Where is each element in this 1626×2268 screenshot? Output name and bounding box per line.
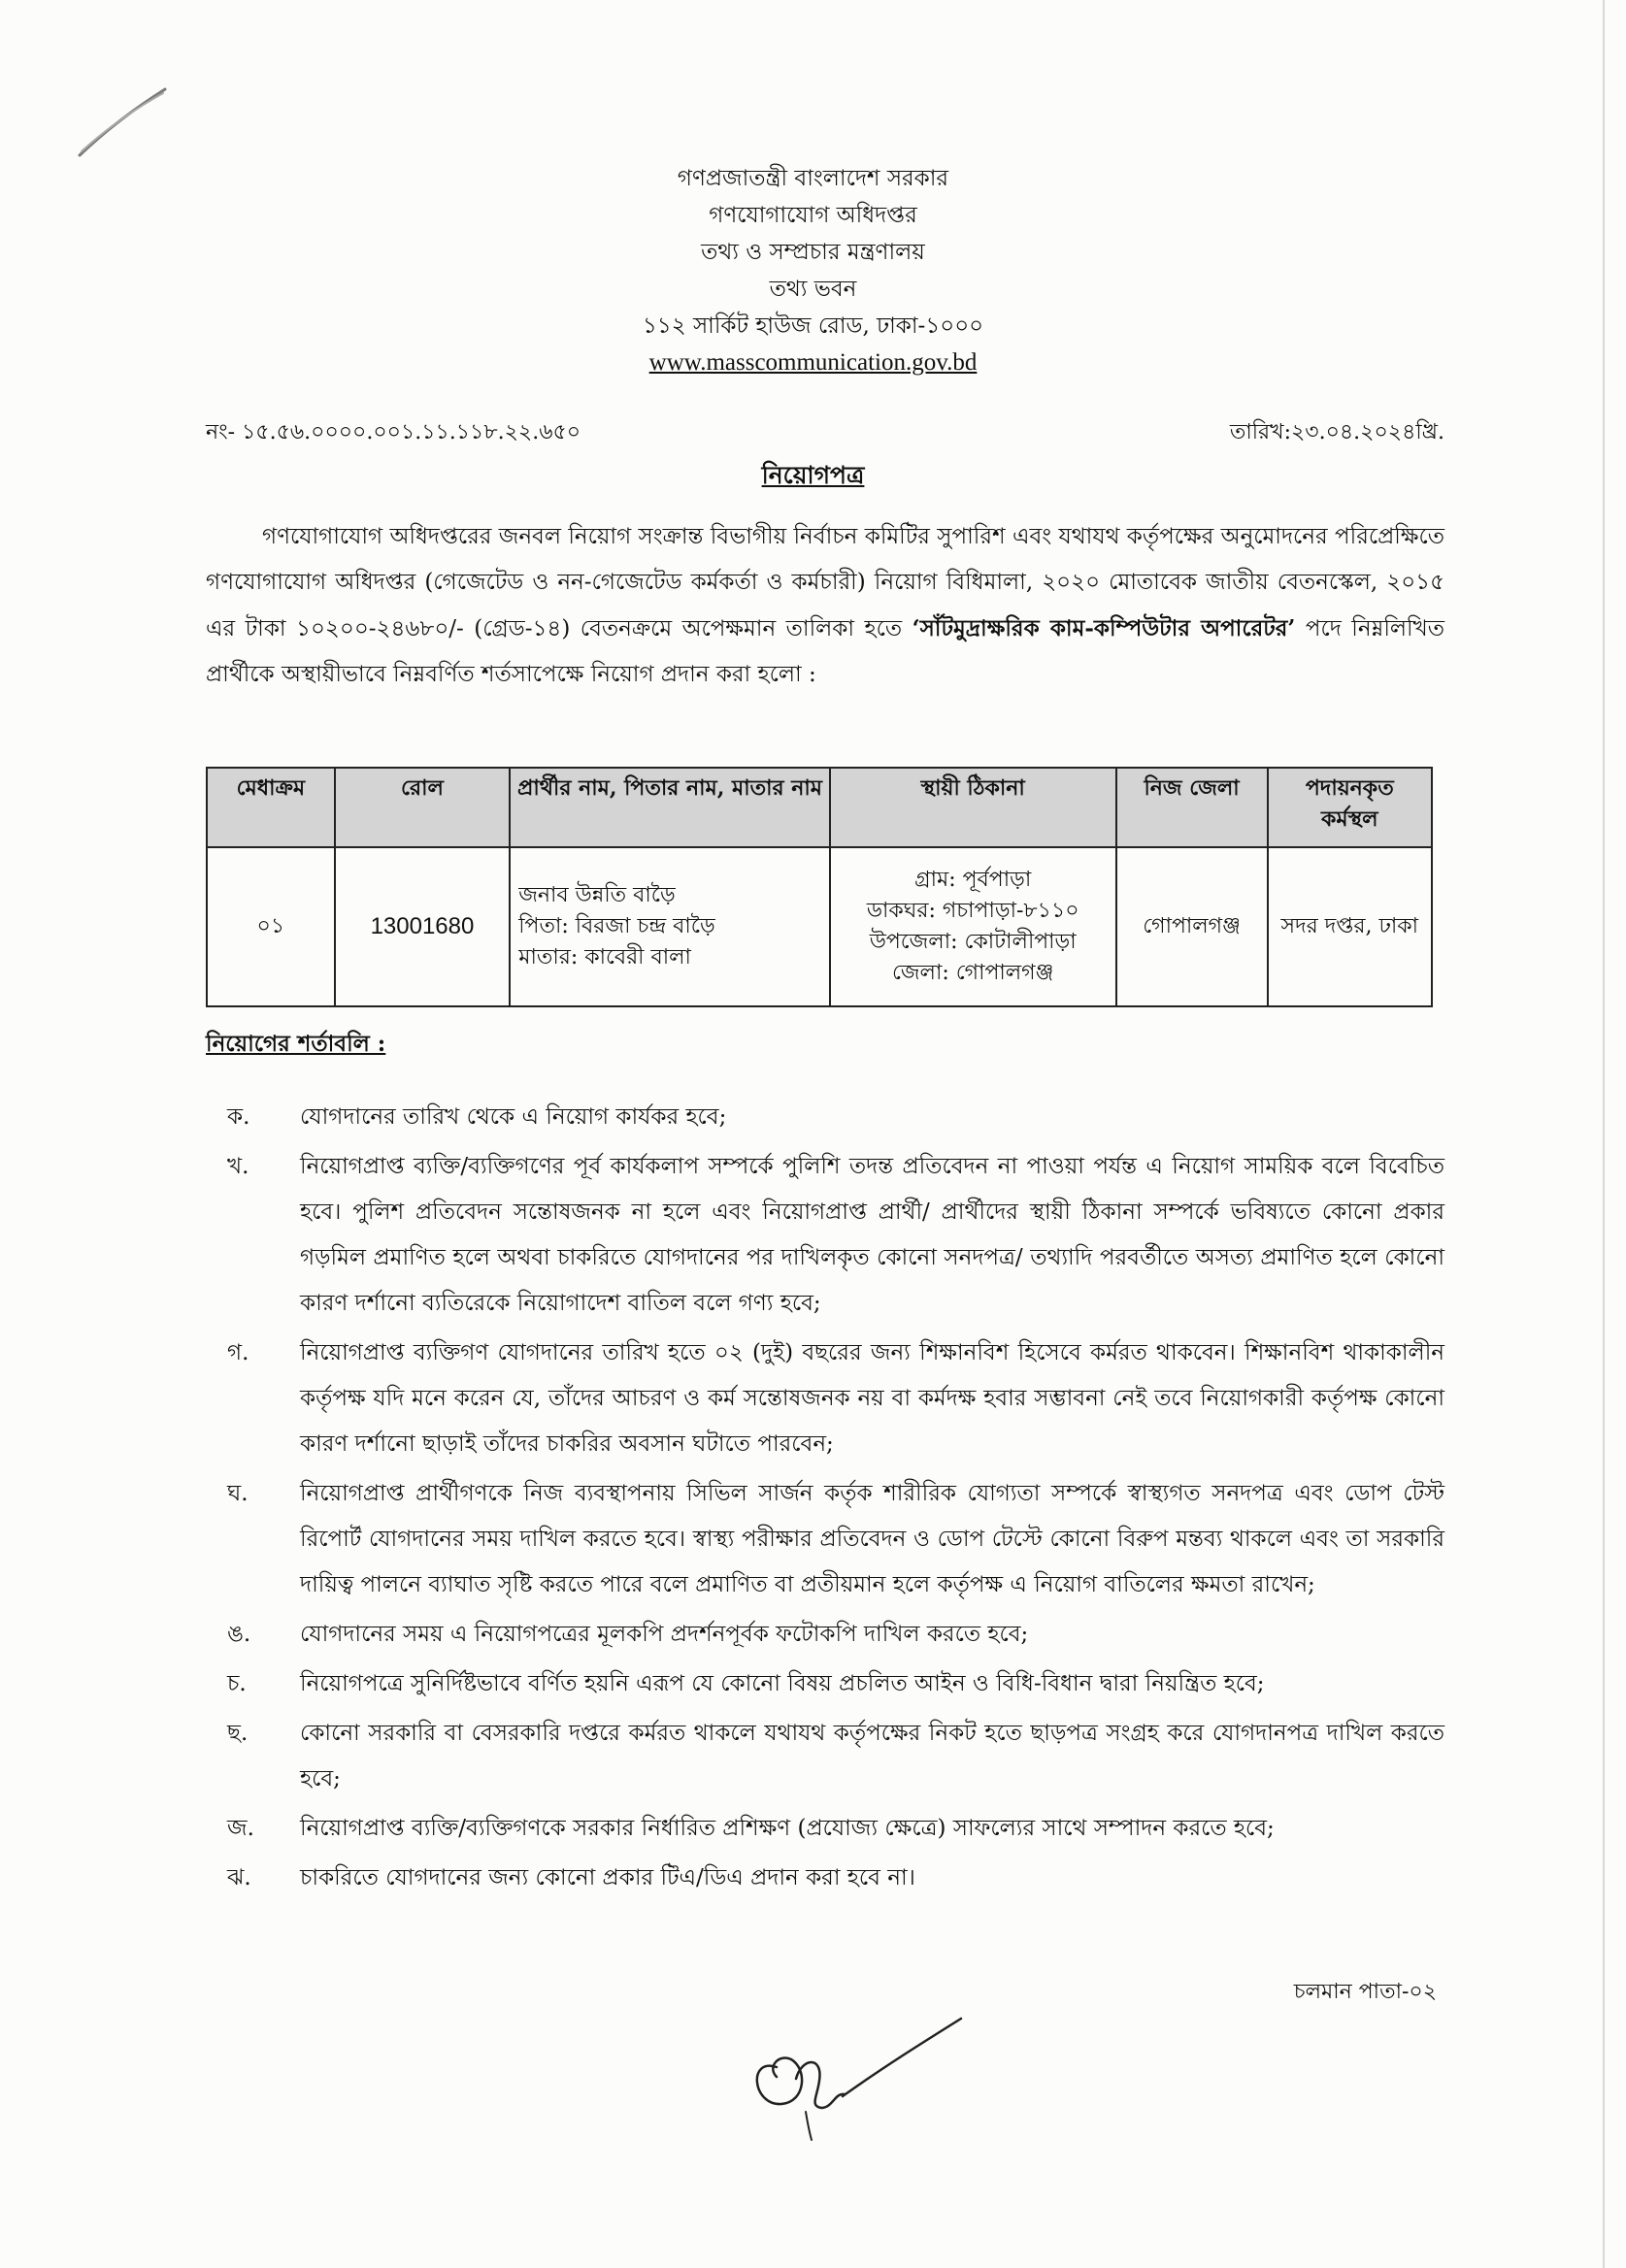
handwritten-signature — [738, 1999, 990, 2145]
candidate-mother: মাতার: কাবেরী বালা — [518, 945, 691, 970]
condition-item — [206, 1095, 1444, 1140]
table-header-row — [207, 768, 1432, 847]
intro-post-name: ‘সাঁটমুদ্রাক্ষরিক কাম-কম্পিউটার অপারেটর’ — [912, 615, 1296, 641]
cell-address — [830, 847, 1116, 1006]
intro-text-after: পদে নিম্নলিখিত প্রার্থীকে অস্থায়ীভাবে নিম্নবর্ণিত শর্তসাপেক্ষে নিয়োগ প্রদান করা হলো : — [206, 616, 1444, 687]
col-header-address: স্থায়ী ঠিকানা — [830, 768, 1116, 847]
intro-text-before: গণযোগাযোগ অধিদপ্তরের জনবল নিয়োগ সংক্রান্ত বিভাগীয় নির্বাচন কমিটির সুপারিশ এবং যথাযথ কর্তৃপক্ষের অনুমোদনের পরিপ্রেক্ষিতে গণযোগাযোগ অধিদপ্তর (গেজেটেড ও নন-গেজেটেড কর্মকর্তা ও কর্মচারী) নিয়োগ বিধিমালা, ২০২০ মোতাবেক জাতীয় বেতনস্কেল, ২০১৫ এর টাকা ১০২০০-২৪৬৮০/- (গ্রেড-১৪) বেতনক্রমে অপেক্ষমান তালিকা হতে — [206, 524, 1444, 641]
condition-item — [206, 1612, 1444, 1658]
pen-stroke-mark — [68, 78, 175, 165]
header-address: ১১২ সার্কিট হাউজ রোড, ঢাকা-১০০০ — [642, 313, 984, 339]
header-department: গণযোগাযোগ অধিদপ্তর — [709, 203, 917, 228]
candidate-father: পিতা: বিরজা চন্দ্র বাড়ৈ — [518, 914, 715, 938]
document-title: নিয়োগপত্র — [761, 461, 865, 489]
condition-marker: খ. — [227, 1154, 249, 1179]
header-building: তথ্য ভবন — [769, 277, 857, 302]
cell-district: গোপালগঞ্জ — [1116, 847, 1268, 1006]
condition-item — [206, 1661, 1444, 1707]
letterhead — [0, 160, 1626, 381]
conditions-heading: নিয়োগের শর্তাবলি : — [206, 1031, 386, 1057]
cell-merit: ০১ — [207, 847, 335, 1006]
memo-date: তারিখ:২৩.০৪.২০২৪খ্রি. — [1229, 420, 1444, 444]
condition-item — [206, 1806, 1444, 1852]
memo-number: নং- ১৫.৫৬.০০০০.০০১.১১.১১৮.২২.৬৫০ — [206, 420, 581, 444]
address-post-office: ডাকঘর: গচাপাড়া-৮১১০ — [866, 899, 1079, 923]
condition-text: যোগদানের তারিখ থেকে এ নিয়োগ কার্যকর হবে; — [300, 1104, 727, 1130]
cell-name — [510, 847, 830, 1006]
candidate-name: জনাব উন্নতি বাড়ৈ — [518, 883, 676, 907]
condition-item — [206, 1856, 1444, 1901]
condition-item — [206, 1144, 1444, 1327]
condition-marker: ঝ. — [227, 1865, 251, 1890]
address-village: গ্রাম: পূর্বপাড়া — [914, 868, 1032, 892]
condition-marker: ক. — [227, 1104, 250, 1130]
col-header-roll: রোল — [335, 768, 511, 847]
condition-item — [206, 1471, 1444, 1608]
col-header-district: নিজ জেলা — [1116, 768, 1268, 847]
conditions-list — [206, 1095, 1444, 1905]
continued-page-note: চলমান পাতা-০২ — [1293, 1980, 1437, 2004]
condition-item — [206, 1711, 1444, 1802]
candidate-table — [206, 767, 1433, 1007]
header-website-link[interactable]: www.masscommunication.gov.bd — [648, 349, 978, 376]
header-government: গণপ্রজাতন্ত্রী বাংলাদেশ সরকার — [677, 166, 949, 191]
address-zila: জেলা: গোপালগঞ্জ — [891, 961, 1054, 985]
cell-posting: সদর দপ্তর, ঢাকা — [1268, 847, 1432, 1006]
condition-text: নিয়োগপ্রাপ্ত ব্যক্তিগণ যোগদানের তারিখ হতে ০২ (দুই) বছরের জন্য শিক্ষানবিশ হিসেবে কর্মরত থাকবেন। শিক্ষানবিশ থাকাকালীন কর্তৃপক্ষ যদি মনে করেন যে, তাঁদের আচরণ ও কর্ম সন্তোষজনক নয় বা কর্মদক্ষ হবার সম্ভাবনা নেই তবে নিয়োগকারী কর্তৃপক্ষ কোনো কারণ দর্শানো ছাড়াই তাঁদের চাকরির অবসান ঘটাতে পারবেন; — [300, 1340, 1444, 1457]
condition-marker: ঘ. — [227, 1481, 249, 1506]
table-row — [207, 847, 1432, 1006]
intro-paragraph — [206, 514, 1444, 698]
condition-text: চাকরিতে যোগদানের জন্য কোনো প্রকার টিএ/ডিএ প্রদান করা হবে না। — [300, 1865, 915, 1890]
col-header-merit: মেধাক্রম — [207, 768, 335, 847]
condition-marker: গ. — [227, 1340, 249, 1365]
address-upazila: উপজেলা: কোটালীপাড়া — [869, 930, 1077, 954]
col-header-name: প্রার্থীর নাম, পিতার নাম, মাতার নাম — [510, 768, 830, 847]
condition-text: কোনো সরকারি বা বেসরকারি দপ্তরে কর্মরত থাকলে যথাযথ কর্তৃপক্ষের নিকট হতে ছাড়পত্র সংগ্রহ করে যোগদানপত্র দাখিল করতে হবে; — [300, 1721, 1444, 1791]
header-ministry: তথ্য ও সম্প্রচার মন্ত্রণালয় — [701, 240, 925, 265]
condition-text: নিয়োগপ্রাপ্ত ব্যক্তি/ব্যক্তিগণকে সরকার নির্ধারিত প্রশিক্ষণ (প্রযোজ্য ক্ষেত্রে) সাফল্যের সাথে সম্পাদন করতে হবে; — [300, 1816, 1275, 1841]
condition-marker: ঙ. — [227, 1622, 251, 1647]
condition-text: নিয়োগপত্রে সুনির্দিষ্টভাবে বর্ণিত হয়নি এরূপ যে কোনো বিষয় প্রচলিত আইন ও বিধি-বিধান দ্বারা নিয়ন্ত্রিত হবে; — [300, 1671, 1265, 1696]
cell-roll: 13001680 — [335, 847, 511, 1006]
condition-marker: চ. — [227, 1671, 247, 1696]
condition-marker: ছ. — [227, 1721, 249, 1746]
condition-text: যোগদানের সময় এ নিয়োগপত্রের মূলকপি প্রদর্শনপূর্বক ফটোকপি দাখিল করতে হবে; — [300, 1622, 1029, 1647]
condition-text: নিয়োগপ্রাপ্ত প্রার্থীগণকে নিজ ব্যবস্থাপনায় সিভিল সার্জন কর্তৃক শারীরিক যোগ্যতা সম্পর্কে স্বাস্থ্যগত সনদপত্র এবং ডোপ টেস্ট রিপোর্ট যোগদানের সময় দাখিল করতে হবে। স্বাস্থ্য পরীক্ষার প্রতিবেদন ও ডোপ টেস্টে কোনো বিরুপ মন্তব্য থাকলে এবং তা সরকারি দায়িত্ব পালনে ব্যাঘাত সৃষ্টি করতে পারে বলে প্রমাণিত বা প্রতীয়মান হলে কর্তৃপক্ষ এ নিয়োগ বাতিলের ক্ষমতা রাখেন; — [300, 1481, 1444, 1597]
condition-text: নিয়োগপ্রাপ্ত ব্যক্তি/ব্যক্তিগণের পূর্ব কার্যকলাপ সম্পর্কে পুলিশি তদন্ত প্রতিবেদন না পাওয়া পর্যন্ত এ নিয়োগ সাময়িক বলে বিবেচিত হবে। পুলিশ প্রতিবেদন সন্তোষজনক না হলে এবং নিয়োগপ্রাপ্ত প্রার্থী/ প্রার্থীদের স্থায়ী ঠিকানা সম্পর্কে ভবিষ্যতে কোনো প্রকার গড়মিল প্রমাণিত হলে অথবা চাকরিতে যোগদানের পর দাখিলকৃত কোনো সনদপত্র/ তথ্যাদি পরবর্তীতে অসত্য প্রমাণিত হলে কোনো কারণ দর্শানো ব্যতিরেকে নিয়োগাদেশ বাতিল বলে গণ্য হবে; — [300, 1154, 1444, 1316]
condition-marker: জ. — [227, 1816, 254, 1841]
col-header-posting: পদায়নকৃত কর্মস্থল — [1268, 768, 1432, 847]
condition-item — [206, 1331, 1444, 1467]
